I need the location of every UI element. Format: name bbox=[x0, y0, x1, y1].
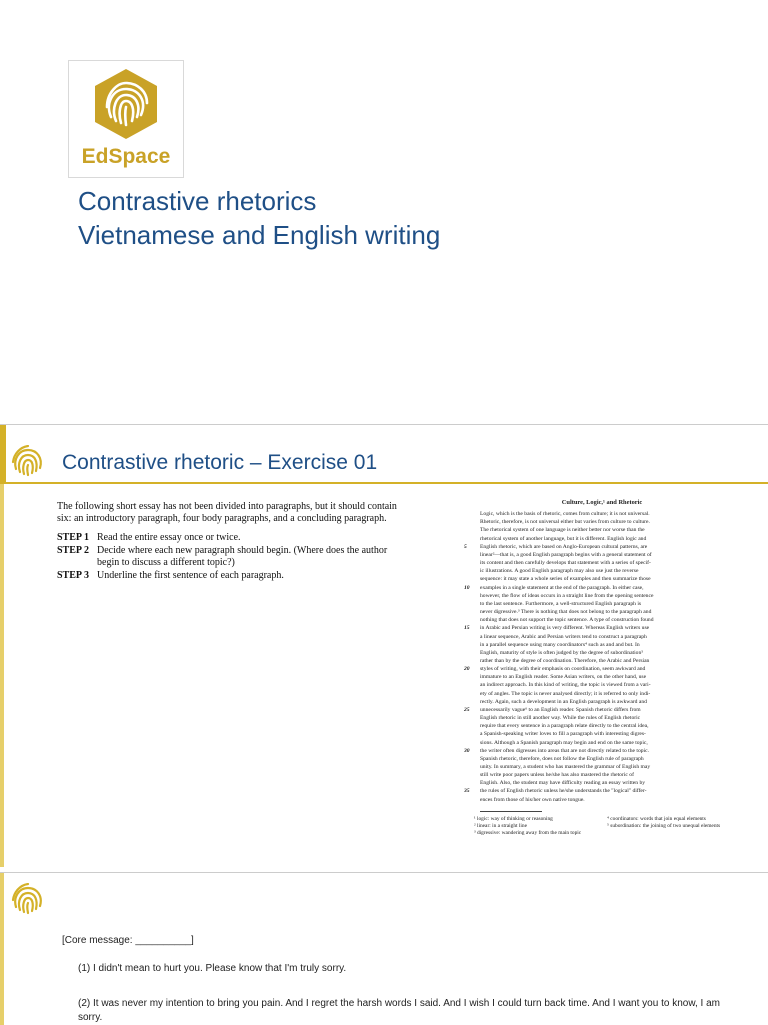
line-text: in Arabic and Persian writing is very different. Whereas English writers use bbox=[480, 625, 650, 632]
line-text: sequence: it may state a whole series of examples and then summarize those bbox=[480, 576, 651, 583]
essay-line bbox=[464, 624, 740, 632]
line-text: English rhetoric in still another way. While the rules of English rhetoric bbox=[480, 715, 641, 722]
essay-line bbox=[464, 681, 740, 689]
line-text: English rhetoric, which are based on Anglo-European cultural patterns, are bbox=[480, 543, 648, 550]
exercise-slide bbox=[0, 424, 768, 867]
essay-line bbox=[464, 755, 740, 763]
line-text: ences from those of his/her own native tongue. bbox=[480, 796, 585, 803]
line-text: sions. Although a Spanish paragraph may begin and end on the same topic, bbox=[480, 739, 648, 746]
essay-line bbox=[464, 690, 740, 698]
essay-line bbox=[464, 592, 740, 600]
essay-line bbox=[464, 665, 740, 673]
line-text: ic illustrations. A good English paragraph may also use just the reverse bbox=[480, 568, 639, 575]
line-number: 35 bbox=[464, 788, 470, 795]
line-text: Rhetoric, therefore, is not universal either but varies from culture to culture. bbox=[480, 519, 650, 526]
line-number: 10 bbox=[464, 584, 470, 591]
example-2: (2) It was never my intention to bring you pain. And I regret the harsh words I said. And I wish I could turn back time. And I want you to know, I am sorry. bbox=[78, 998, 720, 1023]
essay-line bbox=[464, 730, 740, 738]
essay-line bbox=[464, 787, 740, 795]
line-number: 30 bbox=[464, 747, 470, 754]
essay-line bbox=[464, 657, 740, 665]
essay-line bbox=[464, 633, 740, 641]
essay-line bbox=[464, 559, 740, 567]
line-number: 15 bbox=[464, 625, 470, 632]
accent-bar-top bbox=[0, 425, 6, 482]
essay-title: Culture, Logic,¹ and Rhetoric bbox=[561, 499, 643, 506]
line-text: rectly. Again, such a development in an English paragraph is awkward and bbox=[480, 698, 647, 705]
essay-line bbox=[464, 649, 740, 657]
presentation-title bbox=[78, 184, 440, 252]
essay-line bbox=[464, 698, 740, 706]
fingerprint-hexagon-icon bbox=[91, 67, 161, 143]
footnotes-right bbox=[607, 816, 740, 837]
line-text: an indirect approach. In this kind of writing, the topic is viewed from a vari- bbox=[480, 682, 651, 689]
logo-wordmark: EdSpace bbox=[81, 145, 171, 168]
line-text: require that every sentence in a paragraph relate directly to the central idea, bbox=[480, 723, 649, 730]
essay-line bbox=[464, 584, 740, 592]
line-text: styles of writing, with their emphasis on coordination, seem awkward and bbox=[480, 666, 646, 673]
accent-bar-side bbox=[0, 873, 4, 1025]
line-number: 25 bbox=[464, 706, 470, 713]
line-text: rather than by the degree of coordination. Therefore, the Arabic and Persian bbox=[480, 657, 650, 664]
step-1 bbox=[57, 532, 409, 544]
essay-line bbox=[464, 714, 740, 722]
line-text: examples in a single statement at the end of the paragraph. In either case, bbox=[480, 584, 644, 591]
edspace-logo bbox=[68, 60, 184, 178]
essay-line bbox=[464, 608, 740, 616]
title-line-1: Contrastive rhetorics bbox=[78, 186, 317, 216]
essay-line bbox=[464, 600, 740, 608]
line-text: the rules of English rhetoric unless he/she understands the "logical" differ- bbox=[480, 788, 647, 795]
accent-bar-side bbox=[0, 484, 4, 867]
footnote: ⁵ subordination: the joining of two unequal elements bbox=[607, 822, 721, 829]
step-label: STEP 3 bbox=[57, 570, 89, 581]
title-line-2: Vietnamese and English writing bbox=[78, 220, 441, 250]
line-text: nothing that does not support the topic sentence. A type of construction found bbox=[480, 617, 654, 624]
essay-line bbox=[464, 526, 740, 534]
essay-line bbox=[464, 535, 740, 543]
exercise-instructions bbox=[57, 501, 409, 583]
essay-line bbox=[464, 706, 740, 714]
instructions-text: The following short essay has not been divided into paragraphs, but it should contain six: an introductory paragraph, four body paragraphs, and a concluding paragraph. bbox=[57, 501, 397, 524]
slide-title: Contrastive rhetoric – Exercise 01 bbox=[62, 451, 378, 474]
essay-line bbox=[464, 771, 740, 779]
core-message-prompt: [Core message: __________] bbox=[62, 935, 194, 946]
essay-line bbox=[464, 747, 740, 755]
line-text: in a parallel sequence using many coordinators⁴ such as and and but. In bbox=[480, 641, 640, 648]
line-text: immature to an English reader. Some Asian writers, on the other hand, use bbox=[480, 674, 647, 681]
line-number: 20 bbox=[464, 666, 470, 673]
line-text: to the last sentence. Furthermore, a well-structured English paragraph is bbox=[480, 600, 642, 607]
essay-line bbox=[464, 779, 740, 787]
line-text: its content and then carefully develops that statement with a series of specif- bbox=[480, 560, 651, 567]
line-text: however, the flow of ideas occurs in a straight line from the opening sentence bbox=[480, 592, 654, 599]
footnotes-left bbox=[474, 816, 607, 837]
line-text: Spanish rhetoric, therefore, does not follow the English rule of paragraph bbox=[480, 755, 644, 762]
essay-line bbox=[464, 518, 740, 526]
line-text: never digressive.³ There is nothing that does not belong to the paragraph and bbox=[480, 609, 652, 616]
step-text: Read the entire essay once or twice. bbox=[97, 532, 241, 543]
footnotes bbox=[464, 816, 740, 837]
line-text: unity. In summary, a student who has mastered the grammar of English may bbox=[480, 764, 651, 770]
footnote: ² linear: in a straight line bbox=[474, 822, 527, 829]
title-slide bbox=[0, 0, 768, 418]
line-text: rhetorical system of another language, but it is different. English logic and bbox=[480, 535, 647, 542]
line-text: unnecessarily vague⁶ to an English reader. Spanish rhetoric differs from bbox=[480, 706, 641, 713]
step-text: Decide where each new paragraph should begin. (Where does the author begin to discuss a different topic?) bbox=[97, 545, 388, 568]
step-label: STEP 2 bbox=[57, 545, 89, 556]
example-1: (1) I didn't mean to hurt you. Please know that I'm truly sorry. bbox=[78, 963, 347, 974]
fingerprint-logo-icon bbox=[10, 883, 46, 917]
line-text: a linear sequence, Arabic and Persian writers tend to construct a paragraph bbox=[480, 633, 647, 640]
step-text: Underline the first sentence of each paragraph. bbox=[97, 570, 284, 581]
essay-line bbox=[464, 543, 740, 551]
footnote-rule bbox=[480, 811, 542, 812]
fingerprint-logo-icon bbox=[10, 445, 46, 479]
essay-line bbox=[464, 641, 740, 649]
essay-line bbox=[464, 739, 740, 747]
essay-line bbox=[464, 575, 740, 583]
line-text: still write poor papers unless he/she has also mastered the rhetoric of bbox=[480, 772, 634, 779]
line-text: linear²—that is, a good English paragraph begins with a general statement of bbox=[480, 551, 652, 558]
line-number: 5 bbox=[464, 543, 467, 550]
essay-line bbox=[464, 567, 740, 575]
essay-line bbox=[464, 763, 740, 771]
essay-line bbox=[464, 510, 740, 518]
footnote: ¹ logic: way of thinking or reasoning bbox=[474, 815, 553, 822]
line-text: English, maturity of style is often judged by the degree of subordination⁵ bbox=[480, 649, 644, 656]
line-text: the writer often digresses into areas that are not directly related to the topic. bbox=[480, 747, 649, 754]
essay-body bbox=[464, 510, 740, 804]
essay-scan bbox=[464, 499, 740, 837]
essay-line bbox=[464, 616, 740, 624]
essay-line bbox=[464, 673, 740, 681]
step-label: STEP 1 bbox=[57, 532, 89, 543]
footnote: ³ digressive: wandering away from the main topic bbox=[474, 829, 582, 836]
line-text: The rhetorical system of one language is neither better nor worse than the bbox=[480, 527, 645, 534]
essay-line bbox=[464, 796, 740, 804]
line-text: ety of angles. The topic is never analysed directly; it is referred to only indi- bbox=[480, 690, 651, 697]
line-text: English. Also, the student may have difficulty reading an essay written by bbox=[480, 780, 646, 787]
essay-line bbox=[464, 722, 740, 730]
line-text: a Spanish-speaking writer loves to fill a paragraph with interesting digres- bbox=[480, 731, 646, 738]
footnote: ⁴ coordinators: words that join equal elements bbox=[607, 815, 706, 822]
line-text: Logic, which is the basis of rhetoric, comes from culture; it is not universal. bbox=[480, 511, 650, 518]
step-3 bbox=[57, 570, 409, 582]
core-message-slide bbox=[0, 872, 768, 1025]
essay-line bbox=[464, 551, 740, 559]
title-divider bbox=[0, 482, 768, 484]
step-2 bbox=[57, 545, 409, 569]
